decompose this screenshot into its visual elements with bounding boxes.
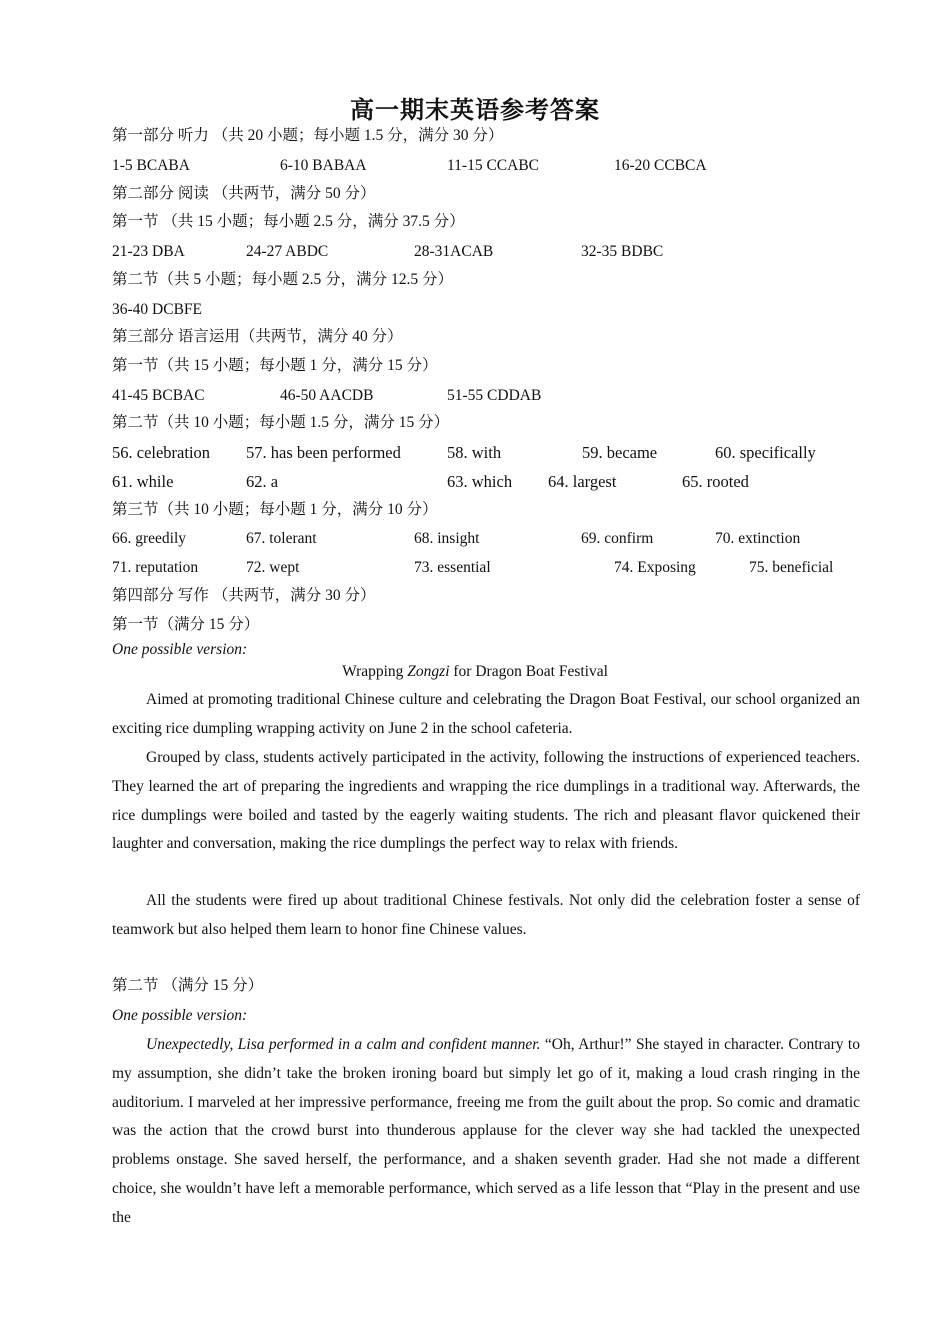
essay-paragraph: All the students were fired up about traditional Chinese festivals. Not only did the celebration foster a sense of teamwork but also helped them learn to honor fine Chinese values. bbox=[112, 892, 860, 938]
sample-label: One possible version: bbox=[112, 641, 248, 658]
answer-item: 58. with bbox=[447, 443, 502, 462]
part2-section1-header: 第一节 （共 15 小题；每小题 2.5 分，满分 37.5 分） bbox=[112, 213, 465, 230]
part3-section3-header: 第三节（共 10 小题；每小题 1 分，满分 10 分） bbox=[112, 501, 438, 518]
answer-group: 51-55 CDDAB bbox=[447, 387, 542, 404]
answer-item: 74. Exposing bbox=[614, 559, 696, 576]
essay-title-post: for Dragon Boat Festival bbox=[449, 663, 608, 680]
answer-item: 73. essential bbox=[414, 559, 491, 576]
answer-item: 67. tolerant bbox=[246, 530, 317, 547]
answer-group: 46-50 AACDB bbox=[280, 387, 374, 404]
answer-group: 1-5 BCABA bbox=[112, 157, 190, 174]
answer-group: 16-20 CCBCA bbox=[614, 157, 707, 174]
answer-group: 6-10 BABAA bbox=[280, 157, 367, 174]
part3-section1-header: 第一节（共 15 小题；每小题 1 分，满分 15 分） bbox=[112, 357, 438, 374]
story-opening: Unexpectedly, Lisa performed in a calm and confident manner. bbox=[146, 1036, 541, 1053]
essay-title-emphasis: Zongzi bbox=[407, 663, 450, 680]
answer-group: 32-35 BDBC bbox=[581, 243, 664, 260]
answer-group: 21-23 DBA bbox=[112, 243, 185, 260]
page-title: 高一期末英语参考答案 bbox=[350, 98, 600, 124]
answer-item: 71. reputation bbox=[112, 559, 199, 576]
answer-item: 62. a bbox=[246, 472, 279, 491]
essay-title-pre: Wrapping bbox=[342, 663, 408, 680]
part4-section1-header: 第一节（满分 15 分） bbox=[112, 616, 260, 633]
answer-item: 64. largest bbox=[548, 472, 617, 491]
answer-item: 60. specifically bbox=[715, 443, 816, 462]
answer-item: 63. which bbox=[447, 472, 513, 491]
answer-item: 72. wept bbox=[246, 559, 300, 576]
answer-group: 24-27 ABDC bbox=[246, 243, 329, 260]
part3-section2-header: 第二节（共 10 小题；每小题 1.5 分，满分 15 分） bbox=[112, 414, 450, 431]
answer-item: 61. while bbox=[112, 472, 174, 491]
part1-header: 第一部分 听力 （共 20 小题；每小题 1.5 分，满分 30 分） bbox=[112, 127, 504, 144]
answer-item: 57. has been performed bbox=[246, 443, 401, 462]
part3-header: 第三部分 语言运用（共两节，满分 40 分） bbox=[112, 328, 403, 345]
answer-item: 75. beneficial bbox=[749, 559, 834, 576]
answer-item: 70. extinction bbox=[715, 530, 801, 547]
essay-title bbox=[0, 663, 950, 681]
answer-item: 69. confirm bbox=[581, 530, 654, 547]
answer-item: 68. insight bbox=[414, 530, 480, 547]
essay-paragraph: Aimed at promoting traditional Chinese culture and celebrating the Dragon Boat Festival, our school organized an exciting rice dumpling wrapping activity on June 2 in the school cafeteria. bbox=[112, 691, 860, 737]
part4-section2-header: 第二节 （满分 15 分） bbox=[112, 977, 264, 994]
sample-label: One possible version: bbox=[112, 1007, 248, 1024]
answer-item: 56. celebration bbox=[112, 443, 211, 462]
answer-item: 59. became bbox=[582, 443, 658, 462]
story-paragraph bbox=[112, 1031, 860, 1233]
story-body: “Oh, Arthur!” She stayed in character. Contrary to my assumption, she didn’t take the broken ironing board but simply let go of it, making a loud crash ringing in the auditorium. I marveled at her impressive performance, freeing me from the guilt about the prop. So comic and dramatic was the action that the crowd burst into thunderous applause for the clever way she had tackled the unexpected problems onstage. She saved herself, the performance, and a shaken seventh grader. Had she not made a different choice, she wouldn’t have left a memorable performance, which served as a life lesson that “Play in the present and use the bbox=[112, 1036, 860, 1226]
part2-section2-header: 第二节（共 5 小题；每小题 2.5 分，满分 12.5 分） bbox=[112, 271, 454, 288]
answer-group: 11-15 CCABC bbox=[447, 157, 540, 174]
part4-header: 第四部分 写作 （共两节，满分 30 分） bbox=[112, 587, 376, 604]
part2-header: 第二部分 阅读 （共两节，满分 50 分） bbox=[112, 185, 376, 202]
essay-paragraph: Grouped by class, students actively participated in the activity, following the instructions of experienced teachers. They learned the art of preparing the ingredients and wrapping the rice dumplings in a traditional way. Afterwards, the rice dumplings were boiled and tasted by the eagerly waiting students. The rich and pleasant flavor quickened their laughter and conversation, making the rice dumplings the perfect way to relax with friends. bbox=[112, 749, 860, 853]
answer-group: 36-40 DCBFE bbox=[112, 301, 202, 318]
answer-group: 41-45 BCBAC bbox=[112, 387, 205, 404]
answer-item: 65. rooted bbox=[682, 472, 749, 491]
answer-item: 66. greedily bbox=[112, 530, 187, 547]
answer-group: 28-31ACAB bbox=[414, 243, 494, 260]
